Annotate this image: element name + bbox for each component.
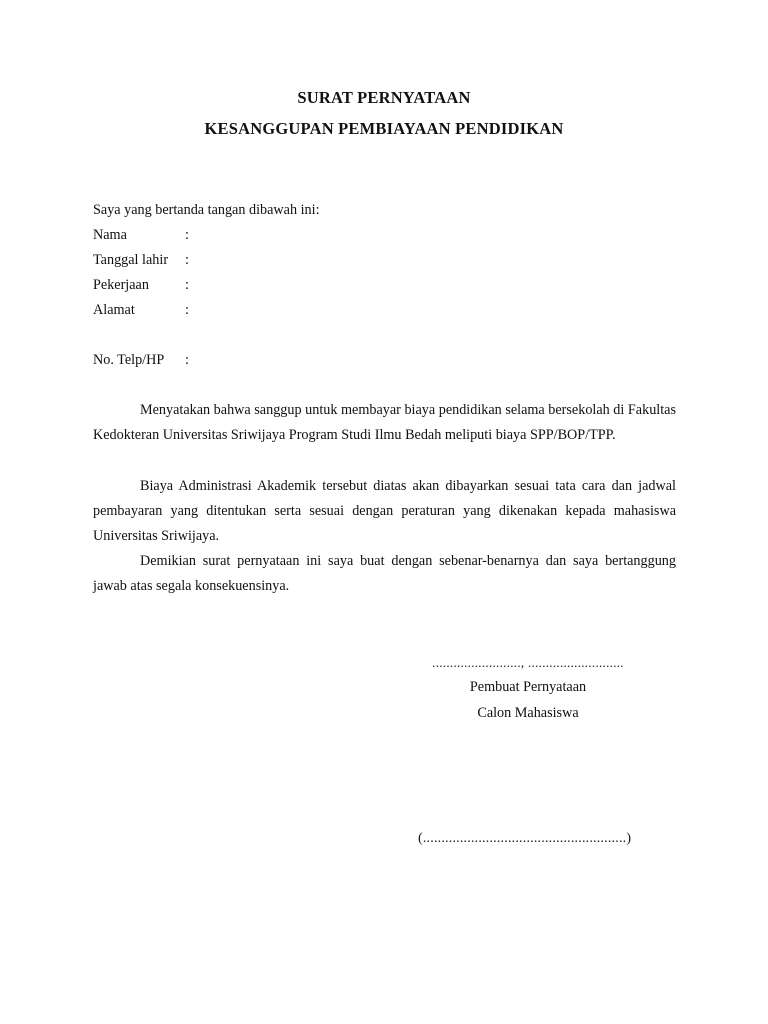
field-label: Alamat bbox=[93, 302, 135, 318]
field-label: Tanggal lahir bbox=[93, 252, 169, 268]
statement-paragraph: Menyatakan bahwa sanggup untuk membayar biaya pendidikan selama bersekolah di Fakultas Kedokteran Universitas Sriwijaya Program Studi Ilmu Bedah meliputi biaya SPP/BOP/TPP. bbox=[93, 402, 676, 444]
signature-role: Pembuat Pernyataan bbox=[469, 679, 587, 695]
intro-text: Saya yang bertanda tangan dibawah ini: bbox=[93, 202, 320, 218]
field-row-pekerjaan bbox=[93, 273, 676, 298]
signature-place-date: ........................., ........................... bbox=[432, 655, 624, 670]
field-row-telp bbox=[93, 348, 676, 373]
field-colon: : bbox=[185, 252, 189, 268]
field-label: Nama bbox=[93, 227, 127, 243]
field-row-tanggal-lahir bbox=[93, 248, 676, 273]
document-subtitle: KESANGGUPAN PEMBIAYAAN PENDIDIKAN bbox=[204, 119, 564, 138]
field-label: Pekerjaan bbox=[93, 277, 149, 293]
field-label: No. Telp/HP bbox=[93, 352, 165, 368]
field-colon: : bbox=[185, 277, 189, 293]
field-colon: : bbox=[185, 352, 189, 368]
signature-name-placeholder: (.......................................................) bbox=[418, 831, 632, 846]
signature-subrole: Calon Mahasiswa bbox=[477, 705, 579, 721]
statement-paragraph: Biaya Administrasi Akademik tersebut diatas akan dibayarkan sesuai tata cara dan jadwal pembayaran yang ditentukan serta sesuai dengan peraturan yang dikenakan kepada mahasiswa Universitas Sriwijaya. bbox=[93, 478, 676, 545]
field-row-nama bbox=[93, 223, 676, 248]
field-colon: : bbox=[185, 227, 189, 243]
closing-paragraph: Demikian surat pernyataan ini saya buat dengan sebenar-benarnya dan saya bertanggung jawab atas segala konsekuensinya. bbox=[93, 553, 676, 595]
document-title: SURAT PERNYATAAN bbox=[297, 88, 471, 107]
field-colon: : bbox=[185, 302, 189, 318]
field-row-alamat bbox=[93, 298, 676, 323]
